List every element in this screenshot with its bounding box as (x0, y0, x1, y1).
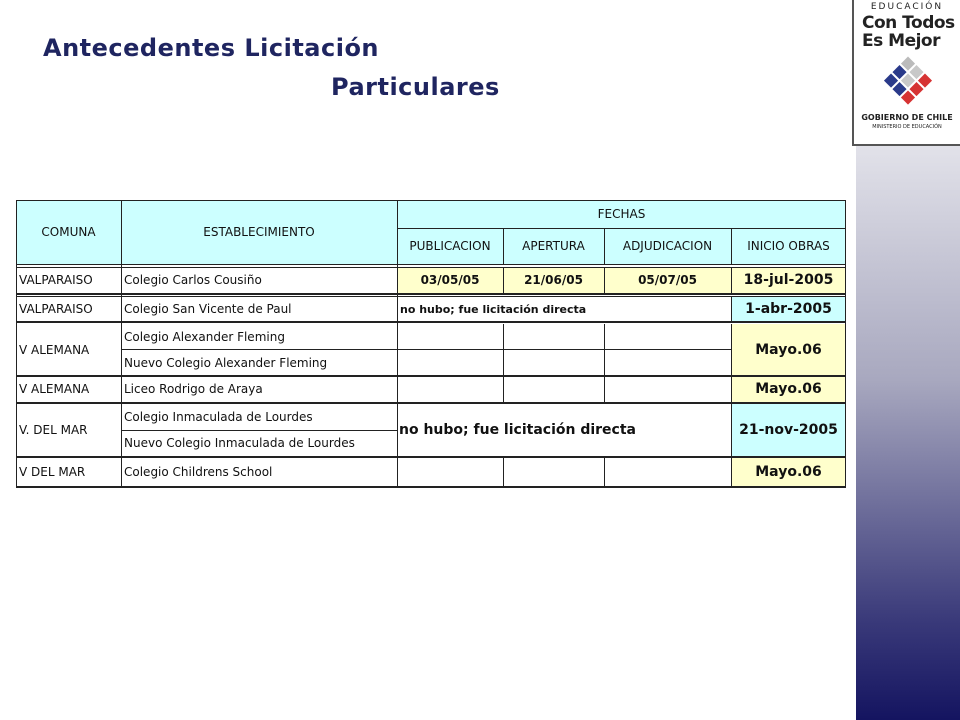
grid-line (731, 228, 732, 265)
grid-line (16, 486, 846, 488)
grid-line (16, 267, 846, 268)
header-inicio-obras: INICIO OBRAS (731, 228, 846, 264)
grid-line (604, 324, 605, 376)
page-title: Antecedentes Licitación (43, 34, 380, 62)
grid-line (503, 267, 504, 294)
row4-establecimiento: Liceo Rodrigo de Araya (124, 382, 263, 396)
grid-line (731, 267, 732, 294)
row5-establecimiento2: Nuevo Colegio Inmaculada de Lourdes (124, 436, 355, 450)
grid-line (503, 376, 504, 403)
row5-inicio: 21-nov-2005 (731, 404, 846, 456)
logo-line2: Es Mejor (862, 31, 940, 51)
row4-comuna: V ALEMANA (19, 382, 90, 396)
grid-line (503, 324, 504, 376)
row5-comuna: V. DEL MAR (19, 423, 88, 437)
grid-line (731, 458, 732, 487)
row1-apertura: 21/06/05 (503, 267, 604, 293)
row1-establecimiento: Colegio Carlos Cousiño (124, 273, 262, 287)
chile-emblem-icon (880, 54, 936, 110)
grid-line (397, 200, 398, 488)
grid-line (604, 267, 605, 294)
grid-line (397, 228, 846, 229)
logo-top-text: EDUCACIÓN (870, 2, 944, 12)
grid-line (16, 321, 846, 323)
page-subtitle: Particulares (331, 73, 500, 101)
grid-line (604, 228, 605, 265)
header-fechas: FECHAS (397, 200, 846, 228)
ministry-logo (852, 0, 960, 146)
row3-inicio: Mayo.06 (731, 324, 846, 376)
grid-line (731, 296, 732, 322)
grid-line (16, 200, 846, 201)
row2-nota: no hubo; fue licitación directa (400, 302, 587, 316)
logo-ministerio: MINISTERIO DE EDUCACIÓN (872, 124, 942, 130)
row4-inicio: Mayo.06 (731, 376, 846, 402)
grid-line (604, 458, 605, 487)
header-publicacion: PUBLICACION (397, 228, 503, 264)
header-comuna: COMUNA (16, 200, 121, 264)
row1-inicio: 18-jul-2005 (731, 267, 846, 293)
header-apertura: APERTURA (503, 228, 604, 264)
grid-line (16, 456, 846, 458)
row3-establecimiento: Colegio Alexander Fleming (124, 329, 285, 344)
logo-gobierno: GOBIERNO DE CHILE (861, 113, 953, 122)
row3-establecimiento2: Nuevo Colegio Alexander Fleming (124, 355, 328, 370)
grid-line (731, 376, 732, 403)
row2-inicio: 1-abr-2005 (731, 296, 846, 322)
row2-comuna: VALPARAISO (19, 302, 93, 316)
grid-line (503, 458, 504, 487)
row3-comuna: V ALEMANA (19, 343, 90, 357)
grid-line (845, 200, 846, 488)
grid-line (16, 264, 846, 265)
grid-line (16, 296, 846, 297)
grid-line (16, 402, 846, 404)
row5-nota: no hubo; fue licitación directa (399, 422, 636, 438)
grid-line (121, 200, 122, 488)
grid-line (604, 376, 605, 403)
grid-line (731, 404, 732, 456)
row6-inicio: Mayo.06 (731, 458, 846, 486)
header-adjudicacion: ADJUDICACION (604, 228, 731, 264)
header-establecimiento: ESTABLECIMIENTO (121, 200, 397, 264)
row1-comuna: VALPARAISO (19, 273, 93, 287)
grid-line (503, 228, 504, 265)
grid-line (731, 324, 732, 376)
row2-establecimiento: Colegio San Vicente de Paul (124, 302, 292, 316)
grid-line (16, 293, 846, 295)
grid-line (16, 200, 17, 488)
row1-publicacion: 03/05/05 (397, 267, 503, 293)
row6-comuna: V DEL MAR (19, 465, 86, 479)
grid-line (16, 375, 846, 377)
row1-adjudicacion: 05/07/05 (604, 267, 731, 293)
row6-establecimiento: Colegio Childrens School (124, 465, 273, 479)
licitacion-table (16, 200, 846, 488)
grid-line (121, 430, 397, 431)
logo-line1: Con Todos (862, 13, 955, 33)
row5-establecimiento: Colegio Inmaculada de Lourdes (124, 410, 313, 424)
grid-line (121, 349, 731, 350)
